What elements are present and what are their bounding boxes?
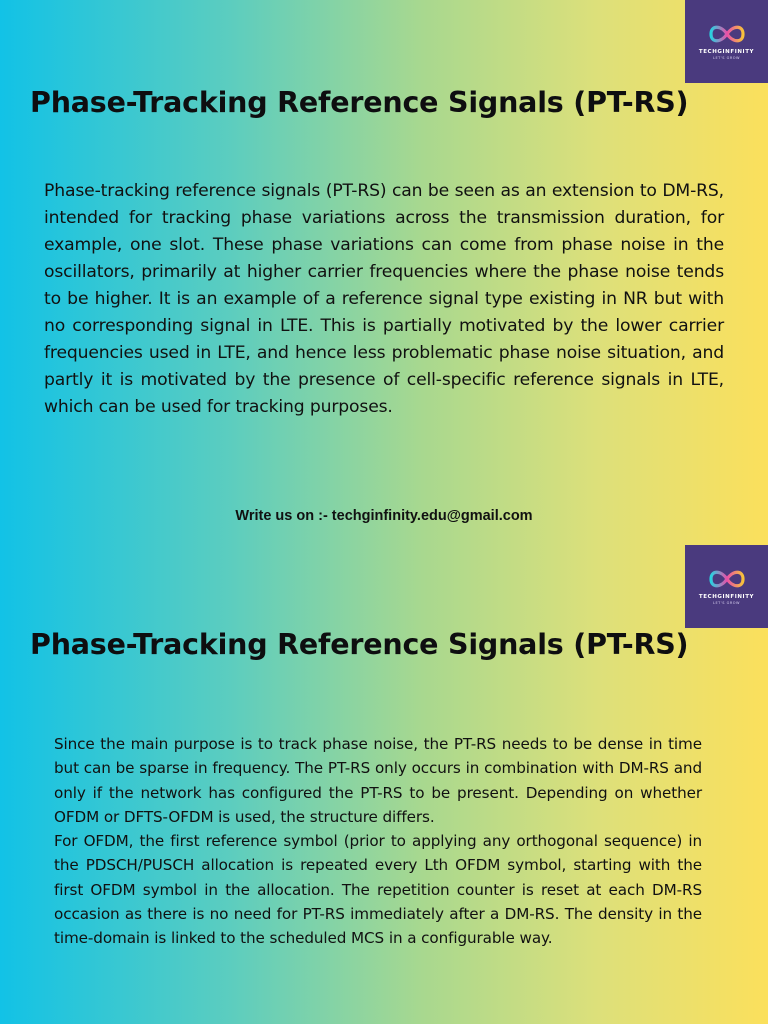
brand-tagline: LET'S GROW xyxy=(713,601,740,605)
brand-name: TECHGINFINITY xyxy=(698,594,755,600)
body-paragraph: Since the main purpose is to track phase noise, the PT-RS needs to be dense in time but can be sparse in frequency. The PT-RS only occurs in combination with DM-RS and only if the network has configured the PT-RS to be present. Depending on whether OFDM or DFTS-OFDM is used, the structure differs. xyxy=(54,735,702,826)
slide-title: Phase-Tracking Reference Signals (PT-RS) xyxy=(30,86,689,119)
contact-email: Write us on :- techginfinity.edu@gmail.com xyxy=(235,508,533,524)
slide-body xyxy=(54,732,702,951)
body-paragraph: For OFDM, the first reference symbol (prior to applying any orthogonal sequence) in the PDSCH/PUSCH allocation is repeated every Lth OFDM symbol, starting with the first OFDM symbol in the allocation. The repetition counter is reset at each DM-RS occasion as there is no need for PT-RS immediately after a DM-RS. The density in the time-domain is linked to the scheduled MCS in a configurable way. xyxy=(54,832,702,948)
brand-tagline: LET'S GROW xyxy=(713,56,740,60)
slide-body: Phase-tracking reference signals (PT-RS) can be seen as an extension to DM-RS, intended for tracking phase variations across the transmission duration, for example, one slot. These phase variations can come from phase noise in the oscillators, primarily at higher carrier frequencies where the phase noise tends to be higher. It is an example of a reference signal type existing in NR but with no corresponding signal in LTE. This is partially motivated by the lower carrier frequencies used in LTE, and hence less problematic phase noise situation, and partly it is motivated by the presence of cell-specific reference signals in LTE, which can be used for tracking purposes. xyxy=(44,181,724,417)
slide-title: Phase-Tracking Reference Signals (PT-RS) xyxy=(30,628,689,661)
brand-name: TECHGINFINITY xyxy=(698,49,755,55)
brand-logo xyxy=(685,0,768,83)
infinity-logo-icon xyxy=(707,568,747,590)
infinity-logo-icon xyxy=(707,23,747,45)
brand-logo xyxy=(685,545,768,628)
